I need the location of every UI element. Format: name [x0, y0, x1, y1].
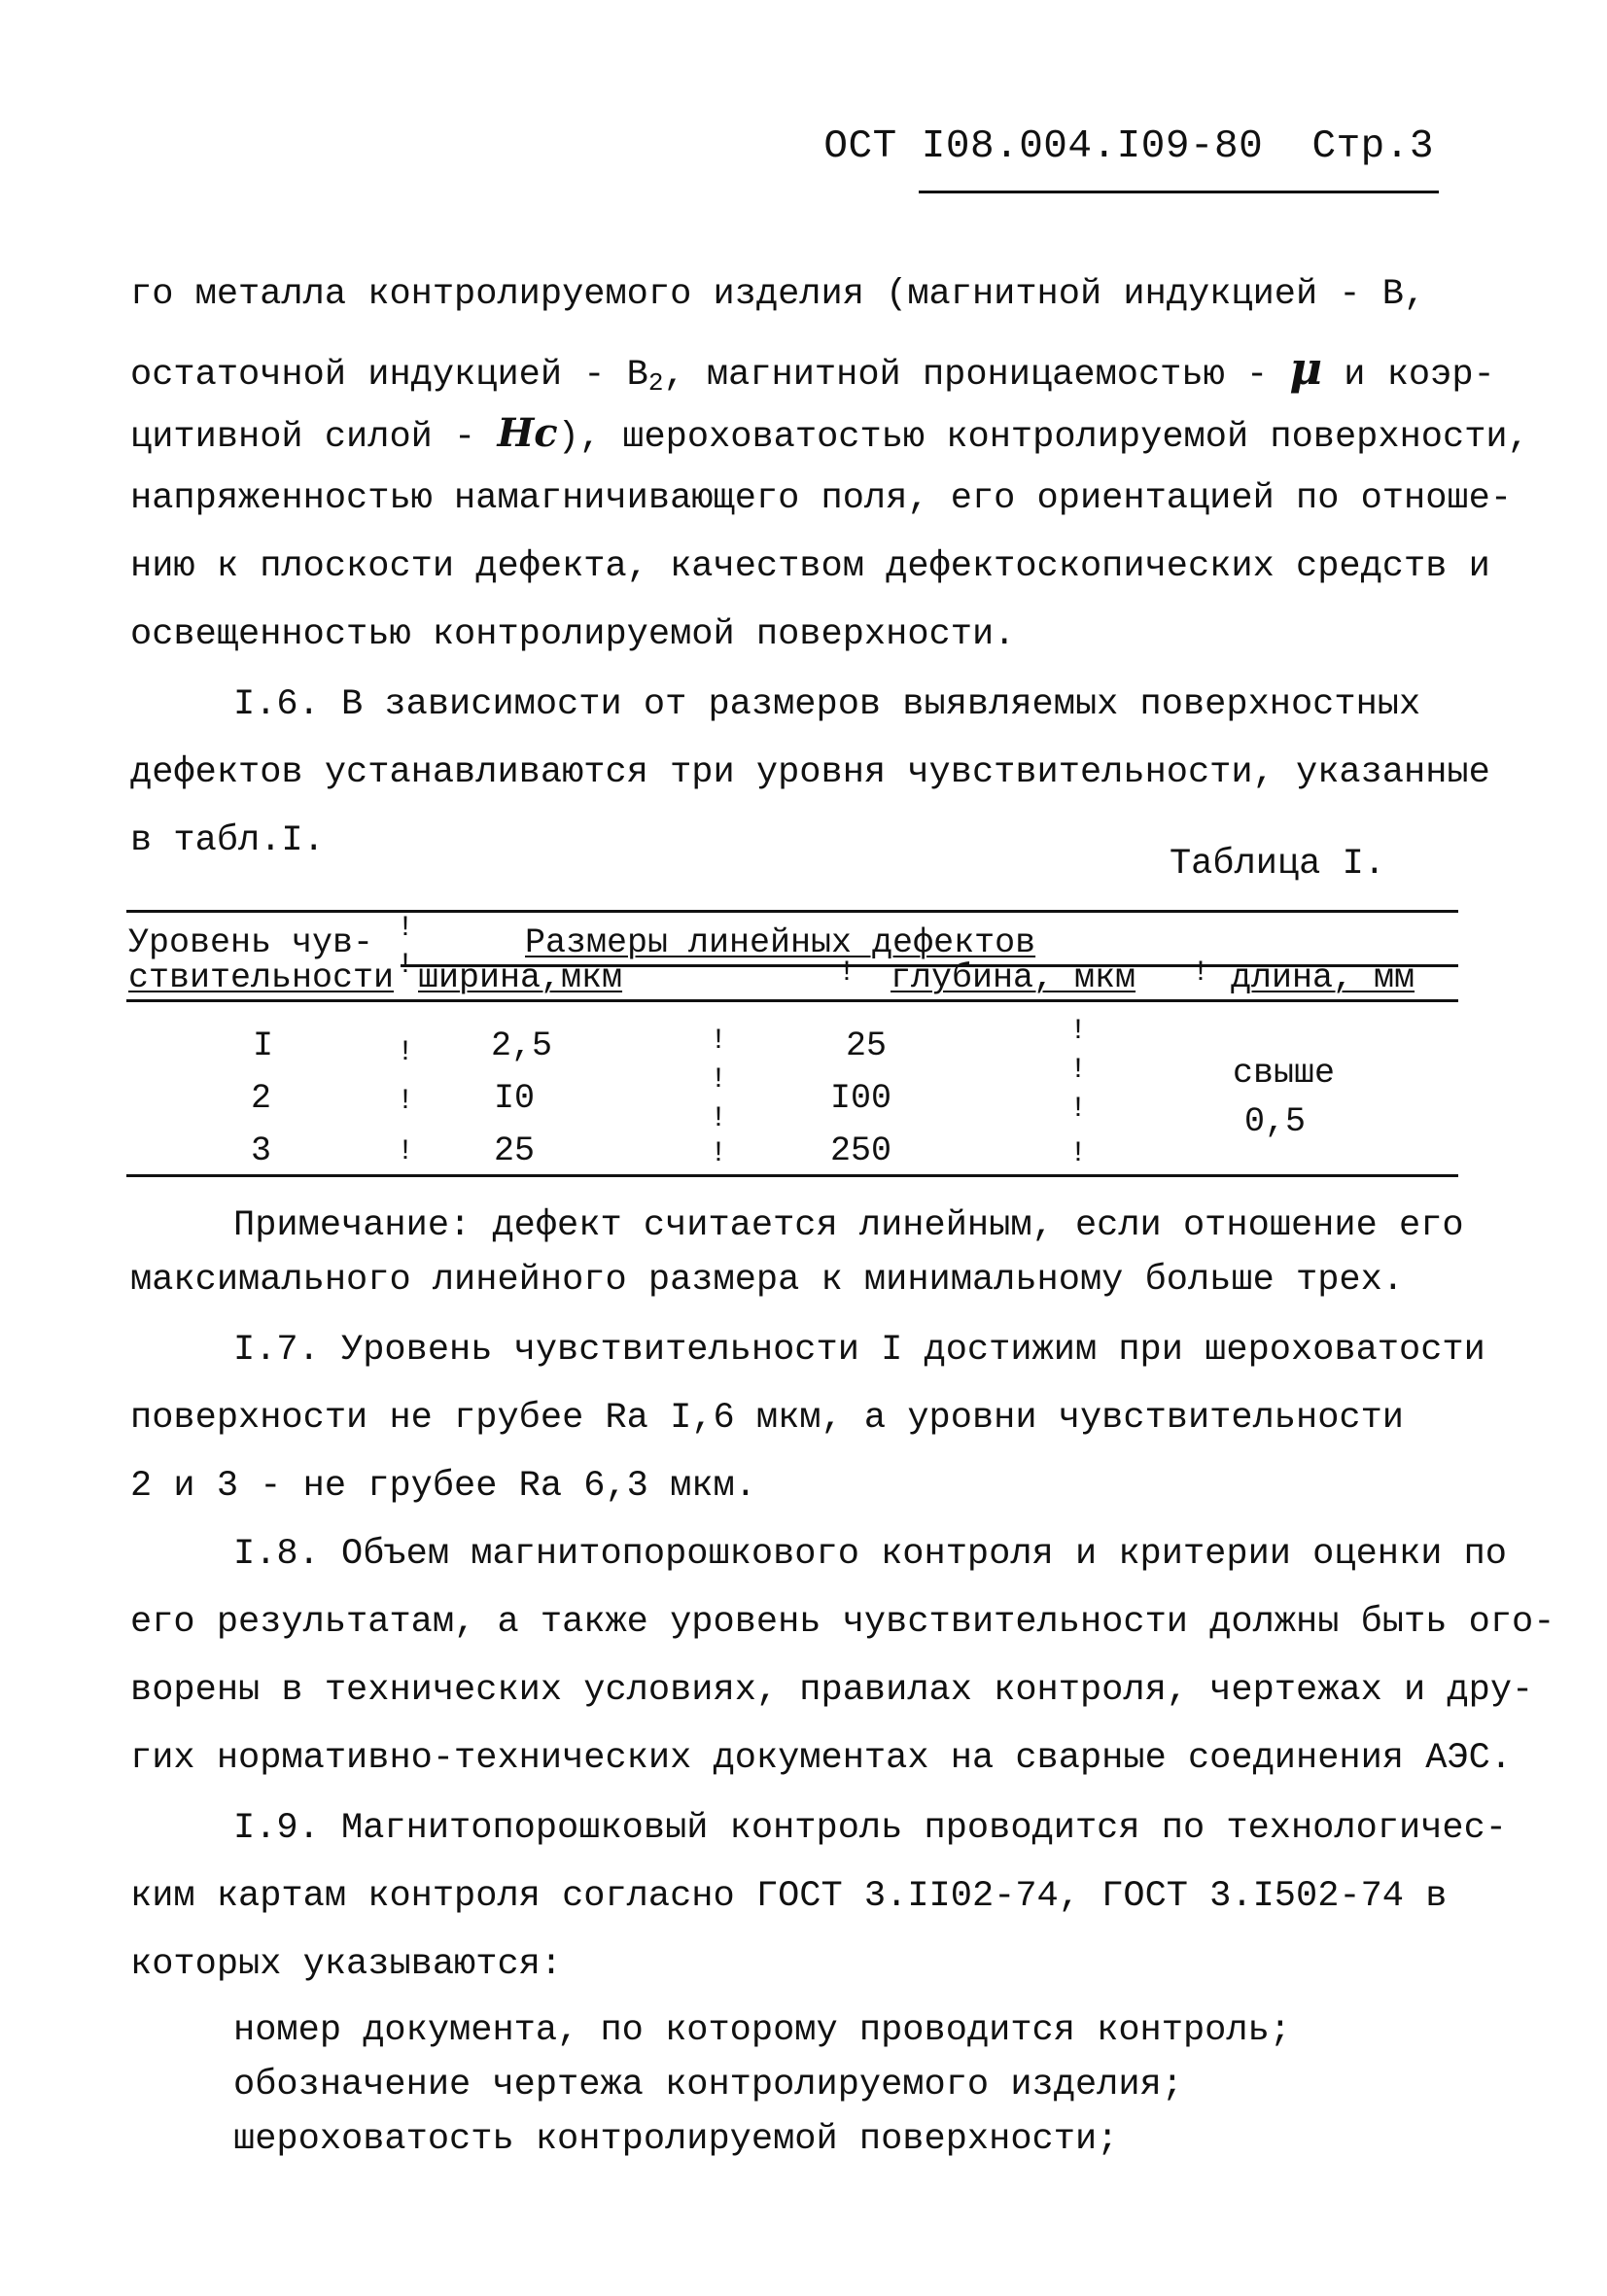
header-bottom-rule: [126, 999, 1458, 1002]
header-level-line2: ствительности: [128, 958, 395, 997]
col-separator: !: [710, 1025, 728, 1058]
mu-symbol: μ: [1289, 342, 1323, 395]
header-group: Размеры линейных дефектов: [525, 923, 1036, 962]
col-separator: !: [397, 949, 415, 982]
length-value-label: свыше: [1233, 1054, 1336, 1093]
text-fragment: ), шероховатостью контролируемой поверхности,: [557, 417, 1529, 458]
text-line: I.9. Магнитопорошковый контроль проводится по технологичес-: [233, 1808, 1508, 1849]
col-separator: !: [1069, 1054, 1088, 1087]
table-top-rule: [126, 910, 1458, 913]
row-depth: 250: [830, 1131, 892, 1170]
text-line: ким картам контроля согласно ГОСТ 3.II02-74, ГОСТ 3.I502-74 в: [130, 1876, 1448, 1917]
col-separator: !: [1069, 1137, 1088, 1170]
table-bottom-rule: [126, 1174, 1458, 1177]
col-separator: !: [838, 957, 856, 990]
header-depth: глубина, мкм: [891, 958, 1136, 997]
col-separator: !: [710, 1137, 728, 1170]
text-line: I.8. Объем магнитопорошкового контроля и критерии оценки по: [233, 1534, 1508, 1575]
row-depth: I00: [830, 1079, 892, 1118]
text-fragment: остаточной индукцией - B: [130, 355, 648, 396]
col-separator: !: [710, 1063, 728, 1096]
page-header: [823, 124, 1434, 169]
list-item: обозначение чертежа контролируемого изделия;: [233, 2065, 1183, 2105]
text-line: освещенностью контролируемой поверхности.: [130, 614, 1016, 655]
text-line: ворены в технических условиях, правилах контроля, чертежах и дру-: [130, 1670, 1534, 1711]
header-level-line1: Уровень чув-: [128, 923, 374, 962]
text-line: нию к плоскости дефекта, качеством дефектоскопических средств и: [130, 546, 1490, 587]
text-line: поверхности не грубее Ra I,6 мкм, а уровни чувствительности: [130, 1398, 1405, 1439]
text-line: напряженностью намагничивающего поля, его ориентацией по отноше-: [130, 478, 1513, 519]
list-item: номер документа, по которому проводится контроль;: [233, 2010, 1291, 2051]
text-line: его результатам, а также уровень чувствительности должны быть ого-: [130, 1602, 1555, 1643]
row-level: 2: [251, 1079, 272, 1118]
text-line: [130, 342, 1495, 398]
col-separator: !: [710, 1102, 728, 1135]
header-width: ширина,мкм: [418, 958, 623, 997]
text-line: I.6. В зависимости от размеров выявляемых поверхностных: [233, 684, 1421, 725]
list-item: шероховатость контролируемой поверхности;: [233, 2119, 1119, 2160]
col-separator: !: [1069, 1093, 1088, 1126]
text-fragment: и коэр-: [1322, 355, 1495, 396]
header-underline: [919, 191, 1439, 193]
text-line: дефектов устанавливаются три уровня чувствительности, указанные: [130, 752, 1490, 793]
col-separator: !: [1069, 1015, 1088, 1048]
text-line: I.7. Уровень чувствительности I достижим при шероховатости: [233, 1330, 1485, 1371]
text-line: Примечание: дефект считается линейным, если отношение его: [233, 1205, 1464, 1246]
text-line: которых указываются:: [130, 1944, 563, 1985]
row-level: 3: [251, 1131, 272, 1170]
hc-symbol: Hc: [497, 410, 558, 456]
col-separator: !: [397, 1036, 415, 1069]
text-line: 2 и 3 - не грубее Ra 6,3 мкм.: [130, 1466, 756, 1507]
page-label: Стр.3: [1311, 124, 1434, 169]
sensitivity-table: [126, 910, 1458, 1184]
text-line: гих нормативно-технических документах на сварные соединения АЭС.: [130, 1738, 1513, 1779]
table-title: Таблица I.: [1169, 844, 1385, 885]
col-separator: !: [397, 1085, 415, 1118]
row-level: I: [253, 1026, 274, 1065]
row-width: 2,5: [491, 1026, 553, 1065]
text-line: [130, 410, 1529, 458]
text-fragment: цитивной силой -: [130, 417, 476, 458]
header-length: длина, мм: [1231, 958, 1415, 997]
length-value: 0,5: [1244, 1102, 1307, 1141]
text-line: максимального линейного размера к минимальному больше трех.: [130, 1260, 1405, 1301]
row-width: I0: [494, 1079, 536, 1118]
col-separator: !: [397, 1135, 415, 1168]
col-separator: !: [397, 912, 415, 945]
text-line: го металла контролируемого изделия (магнитной индукцией - B,: [130, 274, 1426, 315]
row-depth: 25: [846, 1026, 888, 1065]
subscript: 2: [647, 368, 664, 398]
doc-number: ОСТ I08.004.I09-80: [823, 124, 1264, 169]
text-fragment: , магнитной проницаемостью -: [663, 355, 1269, 396]
col-separator: !: [1192, 957, 1210, 990]
text-line: в табл.I.: [130, 820, 325, 861]
row-width: 25: [494, 1131, 536, 1170]
